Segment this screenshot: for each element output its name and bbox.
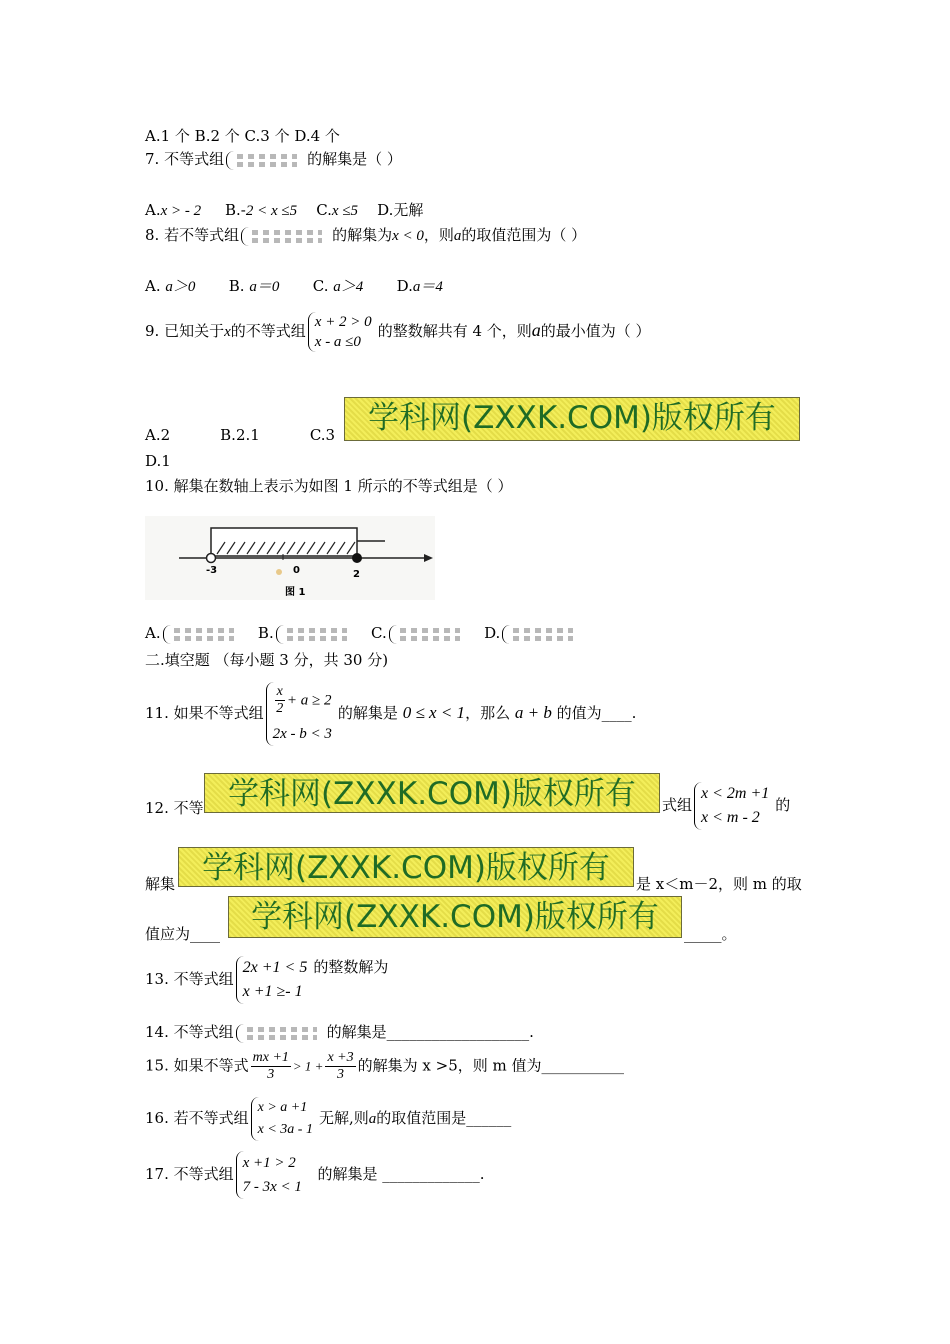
q8-opt-c: C. — [312, 277, 334, 295]
q11-prefix: 11. 如果不等式组 — [145, 704, 264, 722]
q7-opt-d: D.无解 — [377, 201, 424, 219]
q9-opt-d: D.1 — [145, 452, 171, 470]
q16-prefix: 16. 若不等式组 — [145, 1109, 249, 1127]
q17-row2: 7 - 3x < 1 — [242, 1179, 302, 1195]
watermark-1: 学科网(ZXXK.COM)版权所有 — [344, 397, 800, 441]
fig-caption: 图 1 — [285, 587, 306, 598]
q8-opt-a: A. — [145, 277, 166, 295]
q8-opt-d-val: a＝4 — [412, 279, 443, 295]
q8-opt-d: D. — [396, 277, 413, 295]
q8-opt-a-val: a＞0 — [165, 279, 196, 295]
q17-suffix: 的解集是 _____________. — [317, 1165, 485, 1183]
q8-system-image — [241, 227, 330, 246]
q8-line — [145, 225, 586, 246]
q7-opt-b-math: 2 < x ≤5 — [245, 203, 298, 219]
q9-opt-b: B.2.1 — [220, 426, 260, 444]
q9-opt-a: A.2 — [145, 426, 171, 444]
q12-row2: x < m - 2 — [701, 809, 760, 826]
q7-prefix: 7. 不等式组 — [145, 150, 225, 168]
q11-mid: 的解集是 — [337, 704, 398, 722]
q11-row1: + a ≥ 2 — [286, 692, 332, 709]
q15-mid: > 1 + — [292, 1058, 324, 1074]
q7-opt-a: A. — [145, 201, 161, 219]
q14-line — [145, 1022, 534, 1043]
q9-row1: x + 2 > 0 — [314, 314, 372, 330]
q6-options: A.1 个 B.2 个 C.3 个 D.4 个 — [145, 127, 340, 145]
q15-prefix: 15. 如果不等式 — [145, 1056, 249, 1075]
q13-suffix: 的整数解为 — [313, 958, 389, 976]
q17-row1: x +1 > 2 — [242, 1155, 296, 1171]
q11-num: x — [276, 684, 283, 699]
q8-a: a — [453, 228, 462, 244]
q9-a: a — [531, 320, 541, 340]
q8-prefix: 8. 若不等式组 — [145, 226, 240, 244]
q10-opt-a: A. — [145, 624, 161, 642]
q12-system — [694, 782, 773, 830]
q10-opt-d-image — [502, 625, 581, 644]
q7-opt-b: B.- — [224, 201, 246, 219]
q15-line — [145, 1050, 624, 1083]
fig-label-0: 0 — [293, 565, 300, 576]
q13-row1: 2x +1 < 5 — [242, 959, 308, 976]
q10-opt-a-image — [163, 625, 242, 644]
q14-suffix: 的解集是___________________. — [326, 1023, 534, 1041]
q9-line — [145, 312, 651, 352]
q14-prefix: 14. 不等式组 — [145, 1023, 234, 1041]
q16-suffix2: 的取值范围是______ — [376, 1109, 512, 1127]
q10-opt-c-image — [389, 625, 468, 644]
q11-tail2: 的值为____. — [556, 704, 637, 722]
q9-options — [145, 425, 335, 445]
q10-opt-c: C. — [371, 624, 387, 642]
q12-line — [662, 782, 790, 830]
number-line-figure — [145, 516, 435, 600]
open-circle-marker — [207, 554, 216, 563]
q12-prefix: 12. 不等 — [145, 799, 204, 817]
q11-system — [266, 682, 336, 746]
q10-opt-b-image — [276, 625, 355, 644]
q17-line — [145, 1151, 485, 1199]
q12-row1: x < 2m +1 — [701, 785, 770, 802]
q9-system — [308, 312, 376, 352]
q13-line — [145, 956, 388, 1004]
q7-options — [145, 200, 423, 221]
q8-tail1: ，则 — [423, 226, 454, 244]
q12c-tail: _____。 — [684, 925, 737, 943]
q7-opt-a-math: x > - 2 — [160, 203, 202, 219]
q9-mid: 的不等式组 — [230, 322, 306, 340]
q11-den: 2 — [276, 701, 284, 716]
q7-system-image — [226, 151, 305, 170]
q8-tail2: 的取值范围为（ ） — [461, 226, 587, 244]
q14-system-image — [236, 1024, 325, 1043]
q8-options — [145, 276, 443, 297]
q8-opt-b: B. — [228, 277, 250, 295]
q8-opt-c-val: a＞4 — [333, 279, 364, 295]
q10-options — [145, 623, 583, 644]
closed-circle-marker — [352, 553, 362, 563]
q12-mid: 式组 — [662, 796, 693, 814]
q10-opt-d: D. — [484, 624, 501, 642]
watermark-4: 学科网(ZXXK.COM)版权所有 — [228, 896, 682, 938]
q11-solution: 0 ≤ x < 1 — [402, 703, 466, 722]
q10-opt-b: B. — [257, 624, 274, 642]
q10-question: 10. 解集在数轴上表示为如图 1 所示的不等式组是（ ） — [145, 477, 513, 495]
q9-tail2: 的最小值为（ ） — [540, 322, 651, 340]
q8-math: x < 0 — [392, 228, 424, 244]
q8-opt-b-val: a＝0 — [249, 279, 280, 295]
q9-row2: x - a ≤0 — [314, 334, 361, 350]
fig-label-neg3: -3 — [206, 565, 218, 576]
q15-den1: 3 — [267, 1067, 275, 1082]
section2-title: 二.填空题 （每小题 3 分，共 30 分) — [145, 651, 389, 669]
q11-tail1: ，那么 — [465, 704, 511, 722]
q15-frac1 — [251, 1050, 291, 1083]
q15-suffix: 的解集为 x >5，则 m 值为___________ — [357, 1056, 624, 1075]
q11-fraction — [275, 684, 285, 717]
q12c-prefix: 值应为____ — [145, 925, 221, 943]
q9-tail1: 的整数解共有 4 个，则 — [377, 322, 532, 340]
q13-prefix: 13. 不等式组 — [145, 970, 234, 988]
q16-suffix: 无解,则 — [318, 1109, 369, 1127]
fig-label-2: 2 — [353, 569, 360, 580]
q16-row2: x < 3a - 1 — [257, 1122, 313, 1137]
q7-opt-c-math: x ≤5 — [331, 203, 359, 219]
q11-sum: a + b — [514, 703, 552, 722]
q17-system — [236, 1151, 306, 1199]
q15-frac2 — [325, 1050, 355, 1083]
q16-system — [251, 1097, 317, 1141]
watermark-3: 学科网(ZXXK.COM)版权所有 — [178, 847, 634, 887]
q16-a: a — [368, 1111, 377, 1127]
q8-mid: 的解集为 — [332, 226, 393, 244]
q7-line — [145, 149, 402, 170]
q12-suffix: 的 — [775, 796, 791, 814]
q15-num2: x +3 — [327, 1050, 354, 1065]
number-line-svg — [145, 516, 435, 600]
q15-num1: mx +1 — [252, 1050, 289, 1065]
q17-prefix: 17. 不等式组 — [145, 1165, 234, 1183]
q16-row1: x > a +1 — [257, 1100, 308, 1115]
q9-prefix: 9. 已知关于 — [145, 322, 225, 340]
q7-suffix: 的解集是（ ） — [307, 150, 402, 168]
q11-row2: 2x - b < 3 — [272, 726, 332, 742]
q12b-prefix: 解集 — [145, 875, 176, 893]
q9-opt-c: C.3 — [309, 426, 336, 444]
q13-row2: x +1 ≥- 1 — [242, 983, 303, 1000]
q11-line — [145, 682, 636, 746]
q15-den2: 3 — [337, 1067, 345, 1082]
watermark-2: 学科网(ZXXK.COM)版权所有 — [204, 773, 660, 813]
q9-x: x — [224, 324, 231, 340]
q13-system — [236, 956, 312, 1004]
q12b-tail: 是 x＜m－2，则 m 的取 — [636, 875, 802, 893]
q16-line — [145, 1097, 511, 1141]
q7-opt-c: C. — [316, 201, 332, 219]
